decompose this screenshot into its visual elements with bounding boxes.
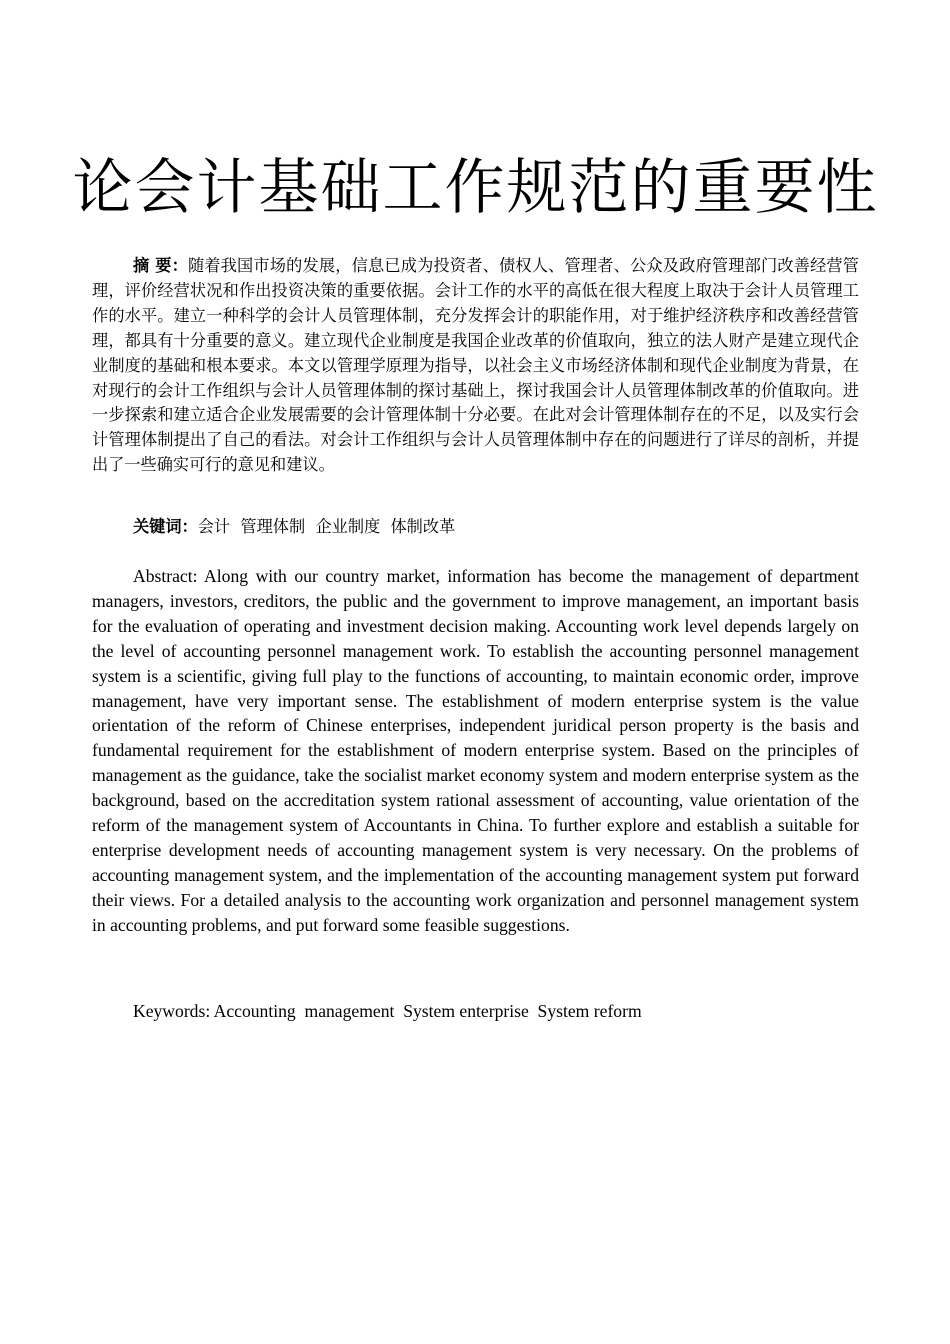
english-abstract: Abstract: Along with our country market, information has become the management of department managers, investors, creditors, the public and the government to improve management, an important basis for the evaluation of operating and investment decision making. Accounting work level depends largely on the level of accounting personnel management work. To establish the accounting personnel management system is a scientific, giving full play to the functions of accounting, to maintain economic order, improve management, have very important sense. The establishment of modern enterprise system is the value orientation of the reform of Chinese enterprises, independent juridical person property is the basis and fundamental requirement for the establishment of modern enterprise system. Based on the principles of management as the guidance, take the socialist market economy system and modern enterprise system as the background, based on the accreditation system rational assessment of accounting, value orientation of the reform of the management system of Accountants in China. To further explore and establish a suitable for enterprise development needs of accounting management system is very necessary. On the problems of accounting management system, and the implementation of the accounting management system put forward their views. For a detailed analysis to the accounting work organization and personnel management system in accounting problems, and put forward some feasible suggestions. (92, 566, 859, 935)
chinese-keywords-text: 会计 管理体制 企业制度 体制改革 (197, 517, 456, 536)
document-title: 论会计基础工作规范的重要性 (72, 153, 879, 223)
chinese-keywords-label: 关键词： (133, 517, 198, 536)
chinese-abstract (92, 254, 859, 478)
english-keywords: Keywords: Accounting management System enterprise System reform (133, 1001, 642, 1021)
chinese-abstract-text: 随着我国市场的发展，信息已成为投资者、债权人、管理者、公众及政府管理部门改善经营管理，评价经营状况和作出投资决策的重要依据。会计工作的水平的高低在很大程度上取决于会计人员管理工作的水平。建立一种科学的会计人员管理体制，充分发挥会计的职能作用，对于维护经济秩序和改善经营管理，都具有十分重要的意义。建立现代企业制度是我国企业改革的价值取向，独立的法人财产是建立现代企业制度的基础和根本要求。本文以管理学原理为指导，以社会主义市场经济体制和现代企业制度为背景，在对现行的会计工作组织与会计人员管理体制的探讨基础上，探讨我国会计人员管理体制改革的价值取向。进一步探索和建立适合企业发展需要的会计管理体制十分必要。在此对会计管理体制存在的不足，以及实行会计管理体制提出了自己的看法。对会计工作组织与会计人员管理体制中存在的问题进行了详尽的剖析，并提出了一些确实可行的意见和建议。 (92, 256, 859, 475)
chinese-abstract-label: 摘 要： (133, 256, 188, 275)
chinese-keywords (92, 515, 859, 540)
